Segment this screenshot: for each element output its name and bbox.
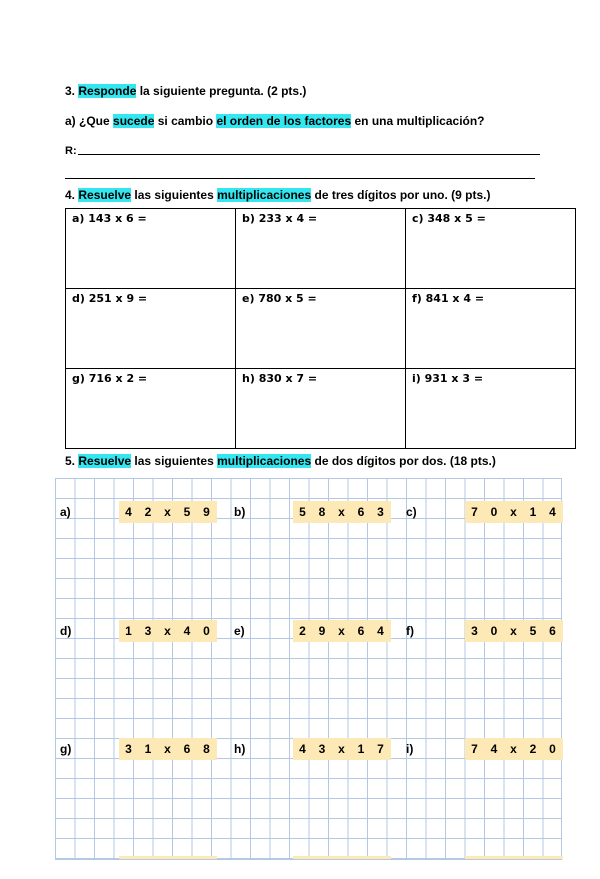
q4-cell-i[interactable]: i) 931 x 3 =: [406, 369, 576, 449]
problem-digit: 9: [203, 505, 210, 519]
q4-cell-b[interactable]: b) 233 x 4 =: [236, 209, 406, 289]
problem-digit: 0: [203, 624, 210, 638]
problem-digit: 0: [490, 505, 498, 519]
bottom-highlight-strip: [293, 856, 391, 859]
problem-digit: 5: [183, 505, 191, 519]
problem-label: g): [60, 742, 72, 756]
answer-line-2[interactable]: [65, 178, 535, 179]
problem-digit: 6: [357, 624, 365, 638]
problem-label: a): [60, 505, 71, 519]
problem-digit: x: [338, 505, 345, 519]
q3-question-a: a) ¿Que sucede si cambio el orden de los factores en una multiplicación?: [65, 114, 485, 128]
q4-table: [65, 208, 576, 449]
bottom-highlight-strip: [465, 856, 563, 859]
problem-digit: 5: [299, 505, 306, 519]
problem-digit: x: [510, 742, 517, 756]
problem-digit: x: [338, 742, 345, 756]
problem-digit: 1: [529, 505, 537, 519]
q3-highlight: Responde: [78, 84, 137, 98]
problem-digit: 6: [357, 505, 365, 519]
problem-digit: 1: [357, 742, 365, 756]
problem-digit: 6: [549, 624, 556, 638]
problem-digit: 3: [471, 624, 478, 638]
q4-cell-a[interactable]: a) 143 x 6 =: [66, 209, 236, 289]
problem-label: b): [234, 505, 246, 519]
problem-digit: 4: [549, 505, 556, 519]
problem-label: c): [406, 505, 417, 519]
q4-cell-e[interactable]: e) 780 x 5 =: [236, 289, 406, 369]
grid-paper[interactable]: [55, 478, 562, 860]
q4-heading: 4. Resuelve las siguientes multiplicaciones de tres dígitos por uno. (9 pts.): [65, 188, 491, 202]
problem-digit: 7: [471, 742, 478, 756]
answer-line-1[interactable]: [78, 154, 540, 155]
problem-digit: x: [510, 624, 517, 638]
q4-cell-g[interactable]: g) 716 x 2 =: [66, 369, 236, 449]
problem-digit: x: [510, 505, 517, 519]
problem-digit: 9: [318, 624, 326, 638]
problem-label: i): [406, 742, 414, 756]
problem-digit: 4: [490, 742, 498, 756]
problem-digit: x: [164, 624, 171, 638]
answer-label: R:: [65, 145, 77, 157]
problem-digit: 4: [125, 505, 132, 519]
problem-digit: x: [338, 624, 345, 638]
q4-cell-f[interactable]: f) 841 x 4 =: [406, 289, 576, 369]
problem-digit: 0: [490, 624, 498, 638]
problem-digit: 7: [471, 505, 478, 519]
q3-heading: 3. Responde la siguiente pregunta. (2 pts.): [65, 84, 307, 98]
problem-digit: 4: [183, 624, 191, 638]
q4-cell-c[interactable]: c) 348 x 5 =: [406, 209, 576, 289]
problem-digit: 3: [125, 742, 132, 756]
problem-digit: 0: [549, 742, 556, 756]
problem-digit: 1: [125, 624, 132, 638]
q4-cell-h[interactable]: h) 830 x 7 =: [236, 369, 406, 449]
problem-digit: 3: [377, 505, 384, 519]
problem-digit: 4: [377, 624, 384, 638]
problem-label: h): [234, 742, 246, 756]
problem-digit: 2: [529, 742, 537, 756]
problem-label: d): [60, 624, 72, 638]
problem-digit: 5: [529, 624, 537, 638]
problem-digit: x: [164, 505, 171, 519]
q4-cell-d[interactable]: d) 251 x 9 =: [66, 289, 236, 369]
problem-digit: 2: [144, 505, 152, 519]
problem-digit: 4: [299, 742, 306, 756]
bottom-highlight-strip: [119, 856, 217, 859]
problem-digit: 8: [203, 742, 210, 756]
problem-label: e): [234, 624, 245, 638]
problem-digit: 3: [318, 742, 326, 756]
problem-digit: 7: [377, 742, 384, 756]
problem-digit: 1: [144, 742, 152, 756]
problem-digit: 8: [318, 505, 326, 519]
problem-digit: 2: [299, 624, 306, 638]
problem-digit: 3: [144, 624, 152, 638]
problem-label: f): [406, 624, 414, 638]
q5-heading: 5. Resuelve las siguientes multiplicaciones de dos dígitos por dos. (18 pts.): [65, 454, 496, 468]
problem-digit: x: [164, 742, 171, 756]
problem-digit: 6: [183, 742, 191, 756]
